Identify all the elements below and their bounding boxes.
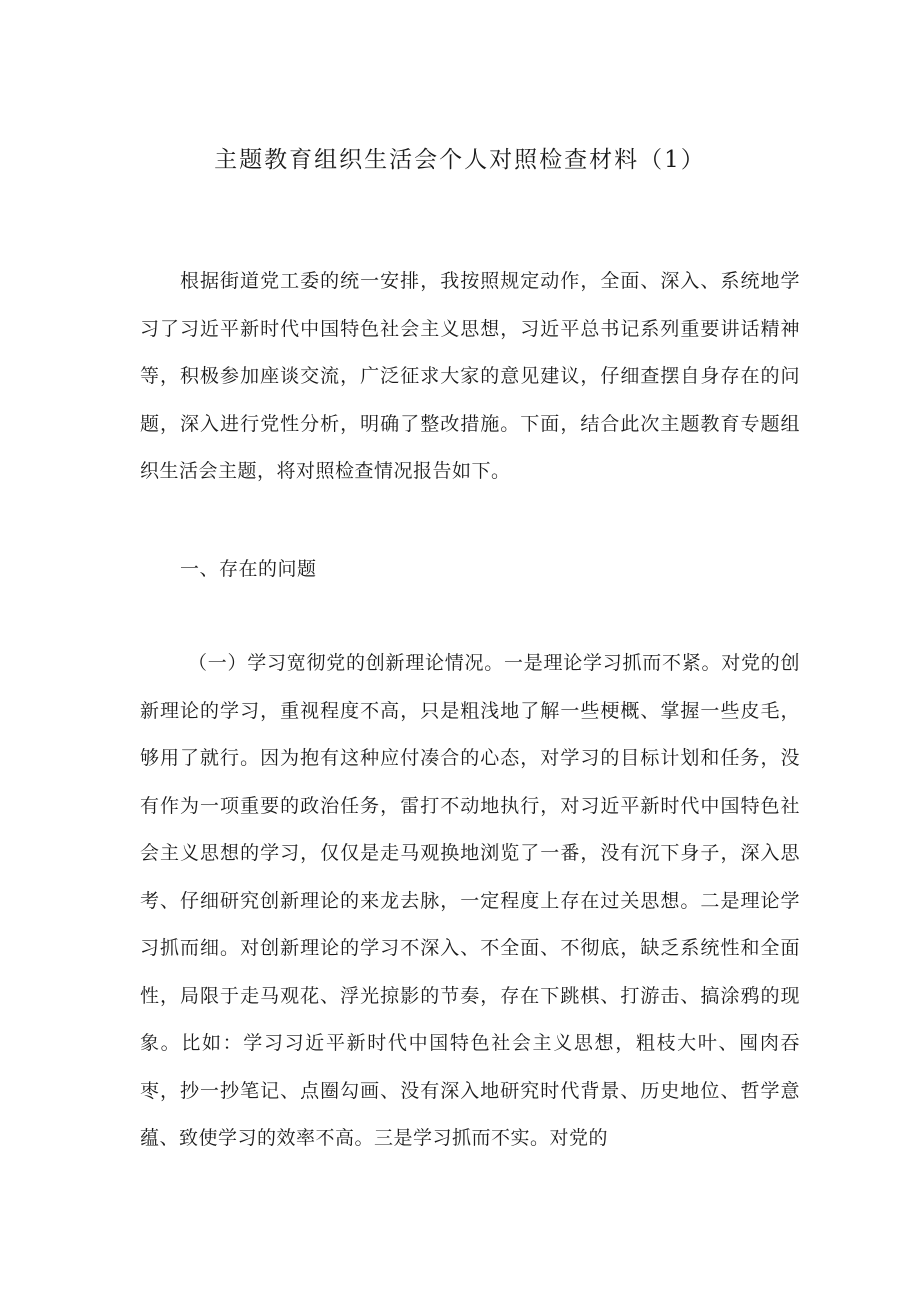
intro-paragraph: 根据街道党工委的统一安排，我按照规定动作，全面、深入、系统地学习了习近平新时代中国特色社会主义思想，习近平总书记系列重要讲话精神等，积极参加座谈交流，广泛征求大家的意见建议，仔细查摆自身存在的问题，深入进行党性分析，明确了整改措施。下面，结合此次主题教育专题组织生活会主题，将对照检查情况报告如下。 xyxy=(140,270,800,482)
section-heading: 一、存在的问题 xyxy=(180,558,317,580)
document-title: 主题教育组织生活会个人对照检查材料（1） xyxy=(214,147,706,173)
section-paragraph: （一）学习宽彻党的创新理论情况。一是理论学习抓而不紧。对党的创新理论的学习，重视程度不高，只是粗浅地了解一些梗概、掌握一些皮毛，够用了就行。因为抱有这种应付凑合的心态，对学习的目标计划和任务，没有作为一项重要的政治任务，雷打不动地执行，对习近平新时代中国特色社会主义思想的学习，仅仅是走马观换地浏览了一番，没有沉下身子，深入思考、仔细研究创新理论的来龙去脉，一定程度上存在过关思想。二是理论学习抓而细。对创新理论的学习不深入、不全面、不彻底，缺乏系统性和全面性，局限于走马观花、浮光掠影的节奏，存在下跳棋、打游击、搞涂鸦的现象。比如：学习习近平新时代中国特色社会主义思想，粗枝大叶、囤肉吞枣，抄一抄笔记、点圈勾画、没有深入地研究时代背景、历史地位、哲学意蕴、致使学习的效率不高。三是学习抓而不实。对党的 xyxy=(140,652,800,1149)
